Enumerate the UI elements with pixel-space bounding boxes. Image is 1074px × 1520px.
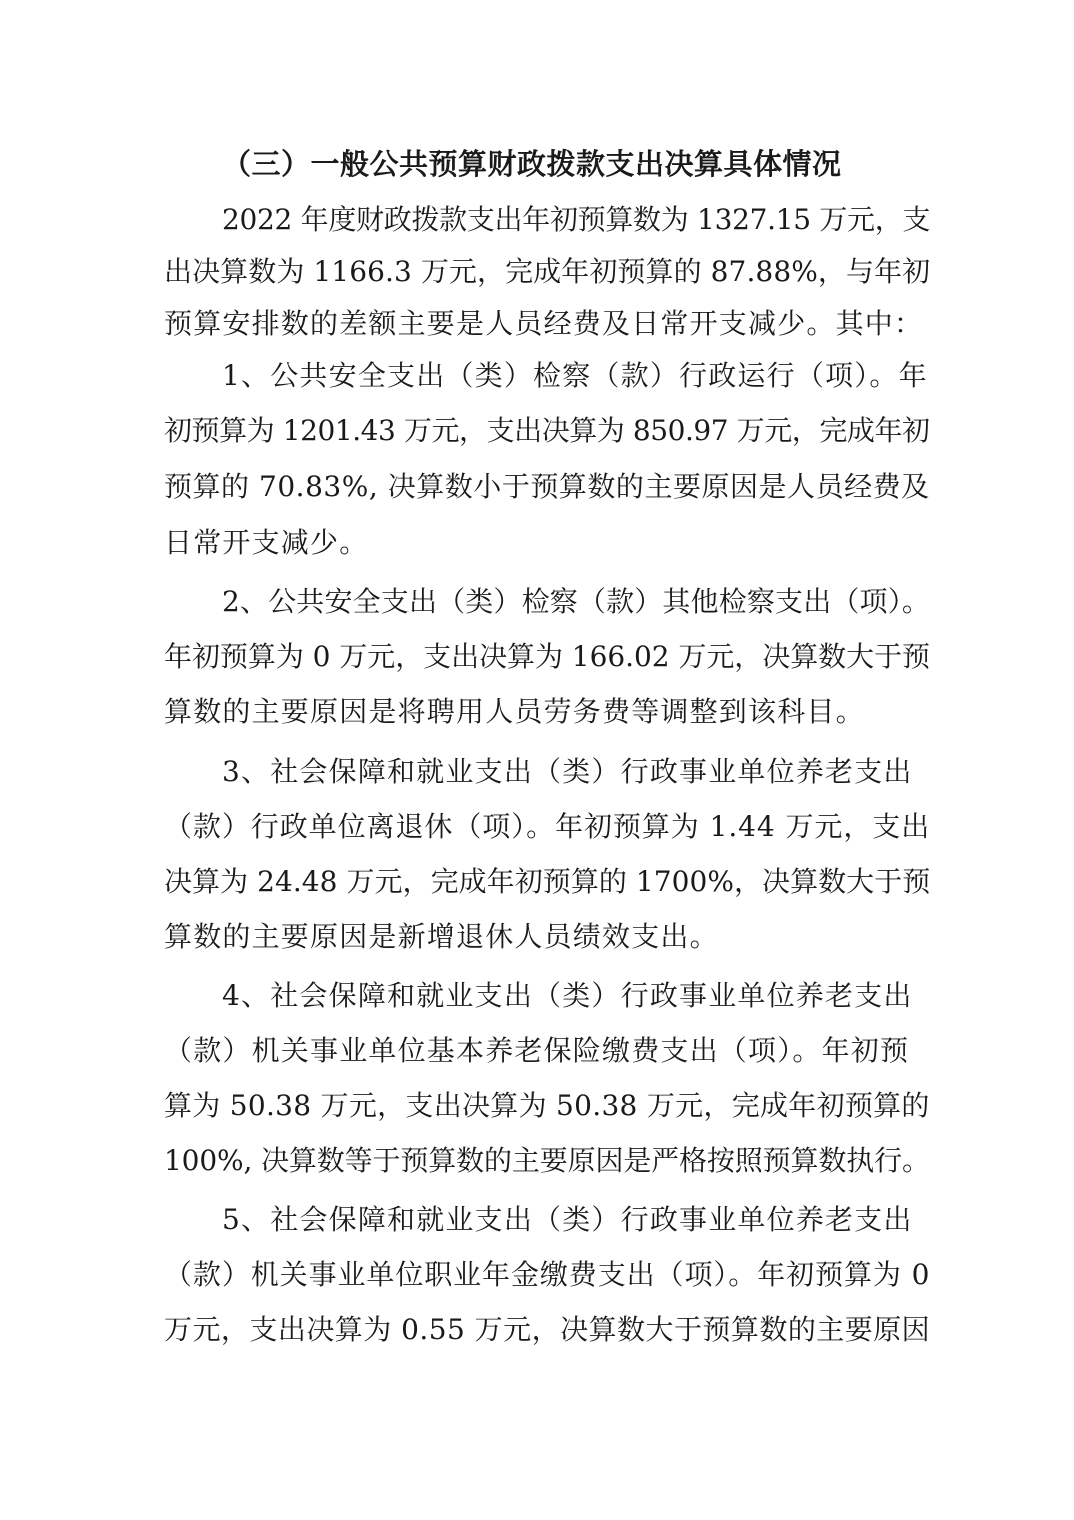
item-4-line: （款）机关事业单位基本养老保险缴费支出（项）。年初预	[164, 1034, 910, 1067]
item-5-line: 5、社会保障和就业支出（类）行政事业单位养老支出	[222, 1203, 913, 1236]
item-3-line: 3、社会保障和就业支出（类）行政事业单位养老支出	[222, 755, 913, 788]
item-3-line: （款）行政单位离退休（项）。年初预算为 1.44 万元，支出	[164, 810, 931, 843]
item-3-line: 算数的主要原因是新增退休人员绩效支出。	[164, 920, 719, 953]
section-heading: （三）一般公共预算财政拨款支出决算具体情况	[222, 147, 842, 181]
item-3-line: 决算为 24.48 万元，完成年初预算的 1700%，决算数大于预	[164, 865, 931, 898]
item-1-line: 1、公共安全支出（类）检察（款）行政运行（项）。年	[222, 359, 928, 392]
item-4-line: 100%, 决算数等于预算数的主要原因是严格按照预算数执行。	[164, 1144, 930, 1177]
intro-line: 预算安排数的差额主要是人员经费及日常开支减少。其中：	[164, 307, 924, 340]
item-5-line: （款）机关事业单位职业年金缴费支出（项）。年初预算为 0	[164, 1258, 931, 1291]
item-1-line: 日常开支减少。	[164, 526, 369, 559]
item-2-line: 算数的主要原因是将聘用人员劳务费等调整到该科目。	[164, 695, 865, 728]
intro-line: 出决算数为 1166.3 万元，完成年初预算的 87.88%，与年初	[164, 255, 931, 288]
item-1-line: 初预算为 1201.43 万元，支出决算为 850.97 万元，完成年初	[164, 414, 930, 447]
item-2-line: 年初预算为 0 万元，支出决算为 166.02 万元，决算数大于预	[164, 640, 930, 673]
intro-line: 2022 年度财政拨款支出年初预算数为 1327.15 万元，支	[222, 203, 931, 236]
item-4-line: 算为 50.38 万元，支出决算为 50.38 万元，完成年初预算的	[164, 1089, 930, 1122]
item-2-line: 2、公共安全支出（类）检察（款）其他检察支出（项）。	[222, 585, 931, 618]
item-4-line: 4、社会保障和就业支出（类）行政事业单位养老支出	[222, 979, 913, 1012]
item-5-line: 万元，支出决算为 0.55 万元，决算数大于预算数的主要原因	[164, 1313, 931, 1346]
item-1-line: 预算的 70.83%, 决算数小于预算数的主要原因是人员经费及	[164, 470, 930, 503]
